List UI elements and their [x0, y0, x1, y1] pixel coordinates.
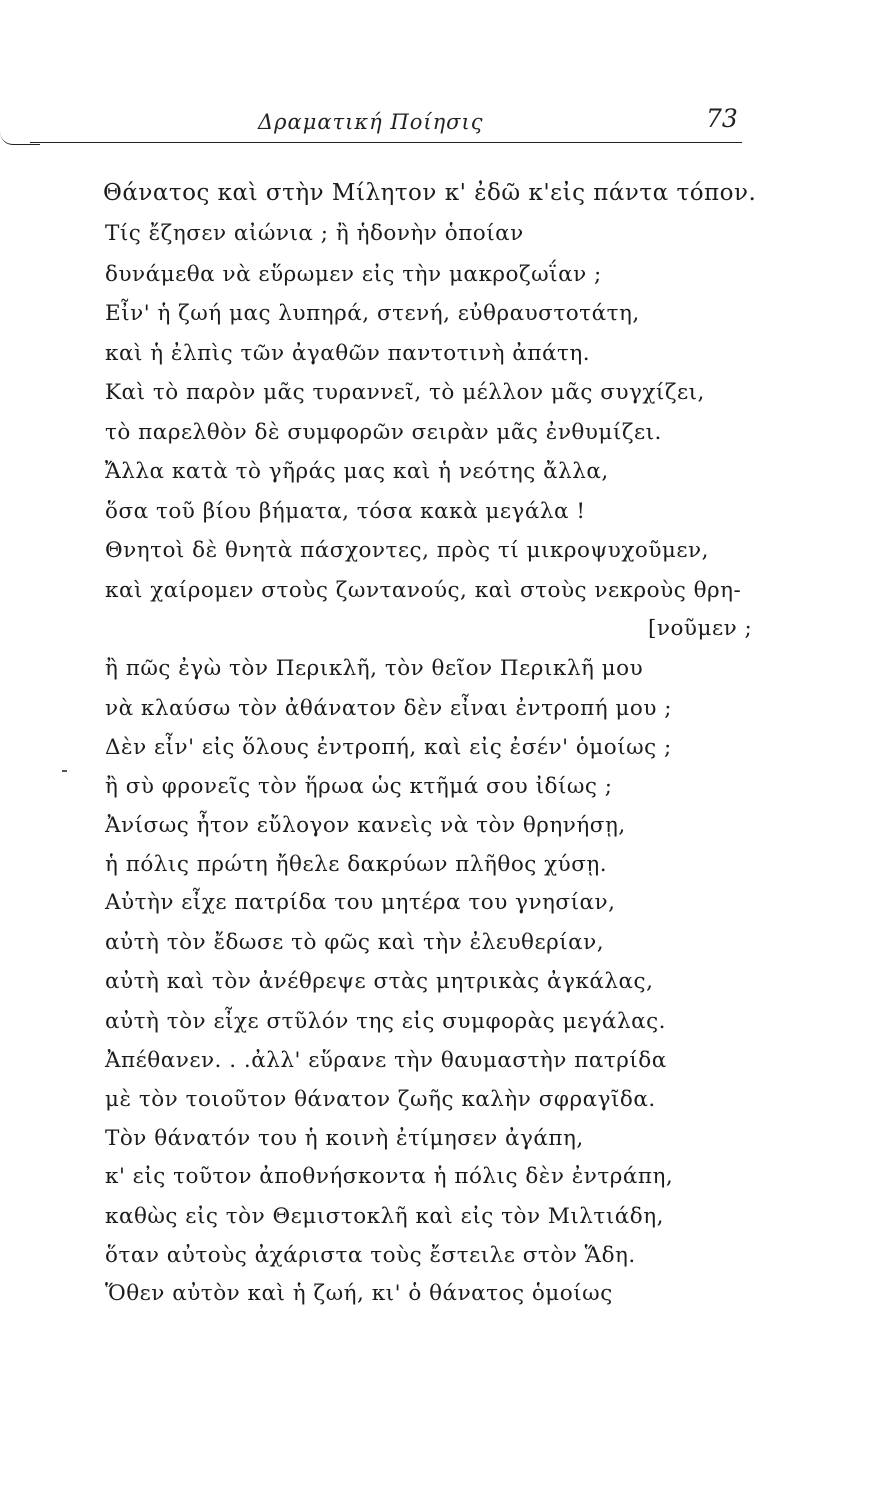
poem-line: Θνητοὶ δὲ θνητὰ πάσχοντες, πρὸς τί μικροψυχοῦμεν, — [105, 538, 709, 563]
poem-line: Τὸν θάνατόν του ἡ κοινὴ ἐτίμησεν ἀγάπη, — [105, 1126, 584, 1151]
header-rule — [30, 142, 742, 143]
poem-line: Καὶ τὸ παρὸν μᾶς τυραννεῖ, τὸ μέλλον μᾶς συγχίζει, — [105, 380, 705, 405]
page-number: 73 — [706, 104, 738, 133]
running-header — [0, 102, 883, 142]
poem-line: αὐτὴ τὸν εἶχε στῦλόν της εἰς συμφορὰς μεγάλας. — [105, 1009, 666, 1034]
poem-line: καὶ χαίρομεν στοὺς ζωντανούς, καὶ στοὺς νεκροὺς θρη- — [105, 578, 742, 603]
poem-line: νὰ κλαύσω τὸν ἀθάνατον δὲν εἶναι ἐντροπή μου ; — [105, 696, 672, 721]
poem-line: ὅταν αὐτοὺς ἀχάριστα τοὺς ἔστειλε στὸν Ἅδη. — [105, 1243, 636, 1268]
poem-line: αὐτὴ καὶ τὸν ἀνέθρεψε στὰς μητρικὰς ἀγκάλας, — [105, 969, 654, 994]
poem-line: κ' εἰς τοῦτον ἀποθνήσκοντα ἡ πόλις δὲν ἐντράπη, — [105, 1164, 674, 1189]
poem-line: καὶ ἡ ἐλπὶς τῶν ἀγαθῶν παντοτινὴ ἀπάτη. — [105, 341, 591, 366]
poem-line: Δὲν εἶν' εἰς ὅλους ἐντροπή, καὶ εἰς ἐσέν' ὁμοίως ; — [105, 735, 672, 760]
ink-speck — [62, 770, 67, 772]
poem-line: Ὅθεν αὐτὸν καὶ ἡ ζωή, κι' ὁ θάνατος ὁμοίως — [105, 1281, 613, 1306]
poem-line: μὲ τὸν τοιοῦτον θάνατον ζωῆς καλὴν σφραγῖδα. — [105, 1087, 656, 1112]
poem-line: Ἀπέθανεν. . .ἀλλ' εὕρανε τὴν θαυμαστὴν πατρίδα — [105, 1048, 667, 1073]
poem-line: δυνάμεθα νὰ εὕρωμεν εἰς τὴν μακροζωΐαν ; — [105, 262, 602, 287]
header-rule-curl — [0, 132, 40, 145]
poem-line: Ἀνίσως ἦτον εὔλογον κανεὶς νὰ τὸν θρηνήσῃ, — [105, 813, 626, 838]
poem-line: Τίς ἔζησεν αἰώνια ; ἢ ἡδονὴν ὁποίαν — [105, 221, 524, 246]
poem-line-continuation: [νοῦμεν ; — [648, 616, 753, 641]
poem-line: ἢ πῶς ἐγὼ τὸν Περικλῆ, τὸν θεῖον Περικλῆ μου — [105, 656, 644, 681]
poem-line: Αὐτὴν εἶχε πατρίδα του μητέρα του γνησίαν, — [105, 890, 616, 915]
poem-line: αὐτὴ τὸν ἔδωσε τὸ φῶς καὶ τὴν ἐλευθερίαν, — [105, 930, 605, 955]
poem-line: καθὼς εἰς τὸν Θεμιστοκλῆ καὶ εἰς τὸν Μιλτιάδη, — [105, 1204, 664, 1229]
poem-line: Εἶν' ἡ ζωή μας λυπηρά, στενή, εὐθραυστοτάτη, — [105, 301, 640, 326]
header-title: Δραματική Ποίησις — [258, 110, 484, 134]
poem-line: τὸ παρελθὸν δὲ συμφορῶν σειρὰν μᾶς ἐνθυμίζει. — [105, 420, 662, 445]
poem-line: ἢ σὺ φρονεῖς τὸν ἥρωα ὡς κτῆμά σου ἰδίως ; — [105, 774, 613, 799]
poem-line: Ἄλλα κατὰ τὸ γῆράς μας καὶ ἡ νεότης ἄλλα, — [105, 459, 609, 484]
poem-line: ἡ πόλις πρώτη ἤθελε δακρύων πλῆθος χύσῃ. — [105, 852, 608, 877]
poem-line: ὅσα τοῦ βίου βήματα, τόσα κακὰ μεγάλα ! — [105, 499, 586, 524]
poem-line: Θάνατος καὶ στὴν Μίλητον κ' ἐδῶ κ'εἰς πάντα τόπον. — [103, 180, 757, 206]
